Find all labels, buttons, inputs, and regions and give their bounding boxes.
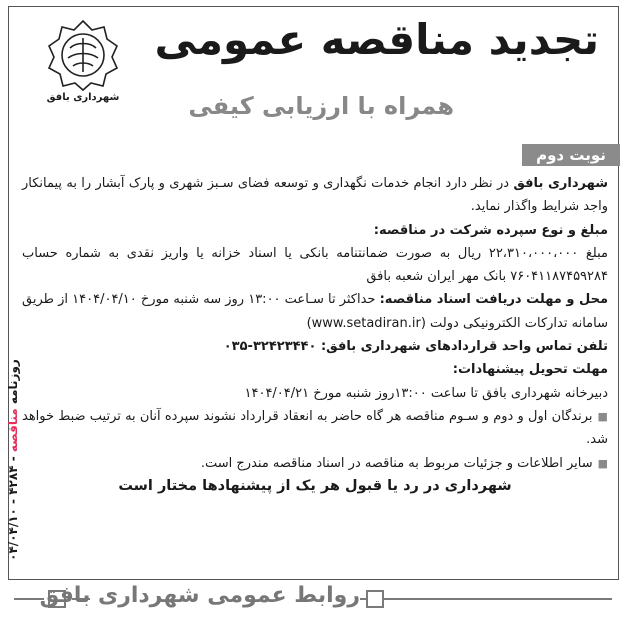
deadline-paragraph: [22, 288, 608, 335]
municipality-emblem-icon: [46, 18, 120, 92]
bullet-winners: ■ برندگان اول و دوم و سـوم مناقصه هر گاه حاضر به انعقاد قرارداد نشوند سپرده آنان به ترتیب ضبط خواهد شد.: [22, 405, 608, 452]
submission-heading: مهلت تحویل پیشنهادات:: [452, 362, 608, 378]
submission-text: دبیرخانه شهرداری بافق تا ساعت ۱۳:۰۰روز شنبه مورخ ۱۴۰۴/۰۴/۲۱: [244, 385, 608, 401]
page-subtitle: همراه با ارزیابی کیفی: [188, 92, 454, 120]
intro-bold: شهرداری بافق: [513, 176, 609, 191]
closing-statement: شهرداری در رد یا قبول هر یک از پیشنهادها مختار است: [118, 477, 512, 494]
side-prefix: روزنامه: [6, 359, 20, 409]
logo-caption: شهرداری بافق: [46, 92, 120, 103]
side-caption: [2, 320, 24, 600]
round-badge: نوبت دوم: [522, 144, 620, 166]
amount-text: مبلغ ۲۲،۳۱۰،۰۰۰،۰۰۰ ریال به صورت ضمانتنامه بانکی یا اسناد خزانه یا واریز نقدی به شماره حساب ۷۶۰۴۱۱۸۷۴۵۹۲۸۴ بانک مهر ایران شعبه بافق: [22, 245, 608, 285]
side-accent: مناقصه: [6, 408, 20, 453]
page-title: تجدید مناقصه عمومی: [154, 15, 599, 64]
intro-text: در نظر دارد انجام خدمات نگهداری و توسعه فضای سـبز شهری و پارک آبشار را به پیمانکار واجد شرایط واگذار نماید.: [22, 176, 608, 215]
phone-heading: تلفن تماس واحد قراردادهای شهرداری بافق:: [320, 339, 608, 355]
bullet-documents: ■ سایر اطلاعات و جزئیات مربوط به مناقصه در اسناد مناقصه مندرج است.: [22, 452, 608, 475]
footer-box-right: [366, 590, 384, 608]
deadline-text: حداکثر تا سـاعت ۱۳:۰۰ روز سه شنبه مورخ ۱۴۰۴/۰۴/۱۰ از طریق سامانه تدارکات الکترونیکی دولت (www.setadiran.ir): [22, 292, 608, 331]
deadline-heading: محل و مهلت دریافت اسناد مناقصه:: [379, 292, 608, 308]
phone-number: ۳۲۴۲۳۴۴۰-۰۳۵: [223, 339, 321, 355]
side-suffix: - ۴۲۸۴ - ۰۴/۰۴/۱۰: [6, 452, 20, 561]
intro-paragraph: [22, 172, 608, 219]
municipality-logo: [40, 18, 126, 118]
amount-heading: مبلغ و نوع سپرده شرکت در مناقصه:: [373, 222, 608, 238]
notice-body: [22, 172, 608, 498]
footer-signature: روابط عمومی شهرداری بافق: [39, 583, 360, 608]
phone-paragraph: [22, 335, 608, 358]
